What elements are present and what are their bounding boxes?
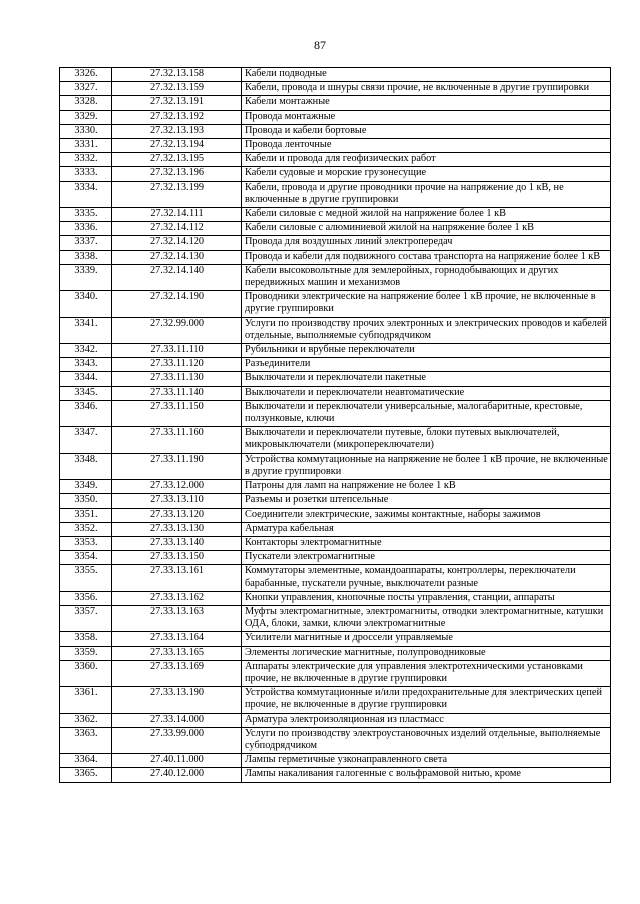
classifier-code-cell: 27.33.14.000: [112, 713, 242, 727]
description-cell: Выключатели и переключатели неавтоматические: [242, 386, 611, 400]
table-row: [60, 565, 611, 591]
classifier-code-cell: 27.32.14.140: [112, 264, 242, 290]
row-number-cell: 3363.: [60, 727, 112, 753]
table-row: [60, 110, 611, 124]
table-row: [60, 386, 611, 400]
description-cell: Аппараты электрические для управления электротехническими установками прочие, не включенные в другие группировки: [242, 660, 611, 686]
description-cell: Кабели судовые и морские грузонесущие: [242, 167, 611, 181]
description-cell: Патроны для ламп на напряжение не более 1 кВ: [242, 480, 611, 494]
classifier-code-cell: 27.33.13.130: [112, 522, 242, 536]
row-number-cell: 3364.: [60, 754, 112, 768]
table-row: [60, 372, 611, 386]
table-row: [60, 646, 611, 660]
description-cell: Кнопки управления, кнопочные посты управления, станции, аппараты: [242, 591, 611, 605]
description-cell: Проводники электрические на напряжение более 1 кВ прочие, не включенные в другие группировки: [242, 291, 611, 317]
description-cell: Разъединители: [242, 358, 611, 372]
row-number-cell: 3349.: [60, 480, 112, 494]
description-cell: Коммутаторы элементные, командоаппараты, контроллеры, переключатели барабанные, пускатели ручные, выключатели разные: [242, 565, 611, 591]
classifier-code-cell: 27.33.11.110: [112, 344, 242, 358]
table-row: [60, 139, 611, 153]
table-row: [60, 208, 611, 222]
classifier-code-cell: 27.33.13.165: [112, 646, 242, 660]
row-number-cell: 3328.: [60, 96, 112, 110]
row-number-cell: 3331.: [60, 139, 112, 153]
description-cell: Кабели и провода для геофизических работ: [242, 153, 611, 167]
row-number-cell: 3346.: [60, 400, 112, 426]
table-row: [60, 713, 611, 727]
table-row: [60, 660, 611, 686]
table-row: [60, 222, 611, 236]
classifier-code-cell: 27.33.13.120: [112, 508, 242, 522]
description-cell: Выключатели и переключатели универсальные, малогабаритные, крестовые, ползунковые, ключи: [242, 400, 611, 426]
classifier-code-cell: 27.33.13.190: [112, 687, 242, 713]
classifier-code-cell: 27.32.14.111: [112, 208, 242, 222]
row-number-cell: 3343.: [60, 358, 112, 372]
classifier-code-cell: 27.33.13.161: [112, 565, 242, 591]
description-cell: Кабели высоковольтные для землеройных, горнодобывающих и других передвижных машин и механизмов: [242, 264, 611, 290]
row-number-cell: 3335.: [60, 208, 112, 222]
classifier-code-cell: 27.33.11.190: [112, 453, 242, 479]
description-cell: Выключатели и переключатели пакетные: [242, 372, 611, 386]
classifier-code-cell: 27.33.13.163: [112, 605, 242, 631]
table-row: [60, 82, 611, 96]
classifier-code-cell: 27.32.99.000: [112, 317, 242, 343]
description-cell: Соединители электрические, зажимы контактные, наборы зажимов: [242, 508, 611, 522]
table-row: [60, 754, 611, 768]
table-row: [60, 427, 611, 453]
table-row: [60, 167, 611, 181]
row-number-cell: 3340.: [60, 291, 112, 317]
row-number-cell: 3351.: [60, 508, 112, 522]
classifier-code-cell: 27.33.13.140: [112, 536, 242, 550]
row-number-cell: 3329.: [60, 110, 112, 124]
classifier-code-cell: 27.32.13.193: [112, 124, 242, 138]
table-row: [60, 591, 611, 605]
row-number-cell: 3365.: [60, 768, 112, 782]
row-number-cell: 3332.: [60, 153, 112, 167]
row-number-cell: 3327.: [60, 82, 112, 96]
classifier-code-cell: 27.33.11.130: [112, 372, 242, 386]
row-number-cell: 3336.: [60, 222, 112, 236]
row-number-cell: 3359.: [60, 646, 112, 660]
table-row: [60, 153, 611, 167]
description-cell: Провода ленточные: [242, 139, 611, 153]
row-number-cell: 3360.: [60, 660, 112, 686]
table-row: [60, 687, 611, 713]
classifier-code-cell: 27.33.13.162: [112, 591, 242, 605]
classifier-code-cell: 27.32.14.120: [112, 236, 242, 250]
classifier-code-cell: 27.32.13.194: [112, 139, 242, 153]
table-row: [60, 768, 611, 782]
description-cell: Лампы накаливания галогенные с вольфрамовой нитью, кроме: [242, 768, 611, 782]
row-number-cell: 3341.: [60, 317, 112, 343]
classifier-code-cell: 27.32.13.159: [112, 82, 242, 96]
description-cell: Кабели, провода и шнуры связи прочие, не включенные в другие группировки: [242, 82, 611, 96]
table-row: [60, 494, 611, 508]
classifier-code-cell: 27.32.14.190: [112, 291, 242, 317]
description-cell: Лампы герметичные узконаправленного света: [242, 754, 611, 768]
row-number-cell: 3326.: [60, 68, 112, 82]
row-number-cell: 3357.: [60, 605, 112, 631]
page-number: 87: [314, 38, 326, 52]
description-cell: Услуги по производству прочих электронных и электрических проводов и кабелей отдельные, выполняемые субподрядчиком: [242, 317, 611, 343]
table-row: [60, 480, 611, 494]
description-cell: Муфты электромагнитные, электромагниты, отводки электромагнитные, катушки ОДА, блоки, замки, ключи электромагнитные: [242, 605, 611, 631]
description-cell: Кабели монтажные: [242, 96, 611, 110]
description-cell: Элементы логические магнитные, полупроводниковые: [242, 646, 611, 660]
description-cell: Устройства коммутационные на напряжение не более 1 кВ прочие, не включенные в другие группировки: [242, 453, 611, 479]
row-number-cell: 3361.: [60, 687, 112, 713]
row-number-cell: 3348.: [60, 453, 112, 479]
table-row: [60, 400, 611, 426]
row-number-cell: 3337.: [60, 236, 112, 250]
classifier-code-cell: 27.32.13.191: [112, 96, 242, 110]
row-number-cell: 3355.: [60, 565, 112, 591]
classifier-code-cell: 27.32.13.199: [112, 181, 242, 207]
description-cell: Провода монтажные: [242, 110, 611, 124]
classifier-code-cell: 27.33.13.110: [112, 494, 242, 508]
row-number-cell: 3330.: [60, 124, 112, 138]
classifier-code-cell: 27.32.13.192: [112, 110, 242, 124]
row-number-cell: 3352.: [60, 522, 112, 536]
table-row: [60, 291, 611, 317]
description-cell: Кабели, провода и другие проводники прочие на напряжение до 1 кВ, не включенные в другие группировки: [242, 181, 611, 207]
classifier-code-cell: 27.32.13.158: [112, 68, 242, 82]
row-number-cell: 3333.: [60, 167, 112, 181]
classifier-code-cell: 27.40.12.000: [112, 768, 242, 782]
table-row: [60, 536, 611, 550]
table-row: [60, 453, 611, 479]
classifier-code-cell: 27.32.14.130: [112, 250, 242, 264]
classifier-code-cell: 27.32.13.195: [112, 153, 242, 167]
classifier-code-cell: 27.33.13.164: [112, 632, 242, 646]
description-cell: Рубильники и врубные переключатели: [242, 344, 611, 358]
table-row: [60, 68, 611, 82]
row-number-cell: 3350.: [60, 494, 112, 508]
row-number-cell: 3344.: [60, 372, 112, 386]
table-row: [60, 508, 611, 522]
codes-table: [59, 67, 611, 783]
classifier-code-cell: 27.33.13.150: [112, 551, 242, 565]
description-cell: Разъемы и розетки штепсельные: [242, 494, 611, 508]
description-cell: Кабели силовые с медной жилой на напряжение более 1 кВ: [242, 208, 611, 222]
table-row: [60, 344, 611, 358]
description-cell: Контакторы электромагнитные: [242, 536, 611, 550]
classifier-code-cell: 27.33.11.160: [112, 427, 242, 453]
classifier-code-cell: 27.33.13.169: [112, 660, 242, 686]
description-cell: Провода и кабели для подвижного состава транспорта на напряжение более 1 кВ: [242, 250, 611, 264]
description-cell: Устройства коммутационные и/или предохранительные для электрических цепей прочие, не включенные в другие группировки: [242, 687, 611, 713]
table-row: [60, 264, 611, 290]
table-row: [60, 317, 611, 343]
table-row: [60, 181, 611, 207]
codes-table-body: [60, 68, 611, 783]
classifier-code-cell: 27.33.11.140: [112, 386, 242, 400]
description-cell: Услуги по производству электроустановочных изделий отдельные, выполняемые субподрядчиком: [242, 727, 611, 753]
row-number-cell: 3342.: [60, 344, 112, 358]
table-row: [60, 96, 611, 110]
table-row: [60, 727, 611, 753]
table-row: [60, 605, 611, 631]
table-row: [60, 124, 611, 138]
row-number-cell: 3353.: [60, 536, 112, 550]
description-cell: Арматура кабельная: [242, 522, 611, 536]
classifier-code-cell: 27.40.11.000: [112, 754, 242, 768]
description-cell: Пускатели электромагнитные: [242, 551, 611, 565]
table-row: [60, 632, 611, 646]
description-cell: Усилители магнитные и дроссели управляемые: [242, 632, 611, 646]
row-number-cell: 3358.: [60, 632, 112, 646]
classifier-code-cell: 27.33.99.000: [112, 727, 242, 753]
classifier-code-cell: 27.33.11.150: [112, 400, 242, 426]
table-row: [60, 551, 611, 565]
table-row: [60, 250, 611, 264]
table-row: [60, 358, 611, 372]
table-row: [60, 522, 611, 536]
description-cell: Кабели подводные: [242, 68, 611, 82]
row-number-cell: 3347.: [60, 427, 112, 453]
description-cell: Выключатели и переключатели путевые, блоки путевых выключателей, микровыключатели (микропереключатели): [242, 427, 611, 453]
row-number-cell: 3354.: [60, 551, 112, 565]
row-number-cell: 3345.: [60, 386, 112, 400]
description-cell: Арматура электроизоляционная из пластмасс: [242, 713, 611, 727]
row-number-cell: 3334.: [60, 181, 112, 207]
row-number-cell: 3339.: [60, 264, 112, 290]
description-cell: Провода для воздушных линий электропередач: [242, 236, 611, 250]
table-row: [60, 236, 611, 250]
description-cell: Провода и кабели бортовые: [242, 124, 611, 138]
row-number-cell: 3356.: [60, 591, 112, 605]
row-number-cell: 3362.: [60, 713, 112, 727]
classifier-code-cell: 27.33.11.120: [112, 358, 242, 372]
classifier-code-cell: 27.32.13.196: [112, 167, 242, 181]
classifier-code-cell: 27.33.12.000: [112, 480, 242, 494]
description-cell: Кабели силовые с алюминиевой жилой на напряжение более 1 кВ: [242, 222, 611, 236]
classifier-code-cell: 27.32.14.112: [112, 222, 242, 236]
row-number-cell: 3338.: [60, 250, 112, 264]
